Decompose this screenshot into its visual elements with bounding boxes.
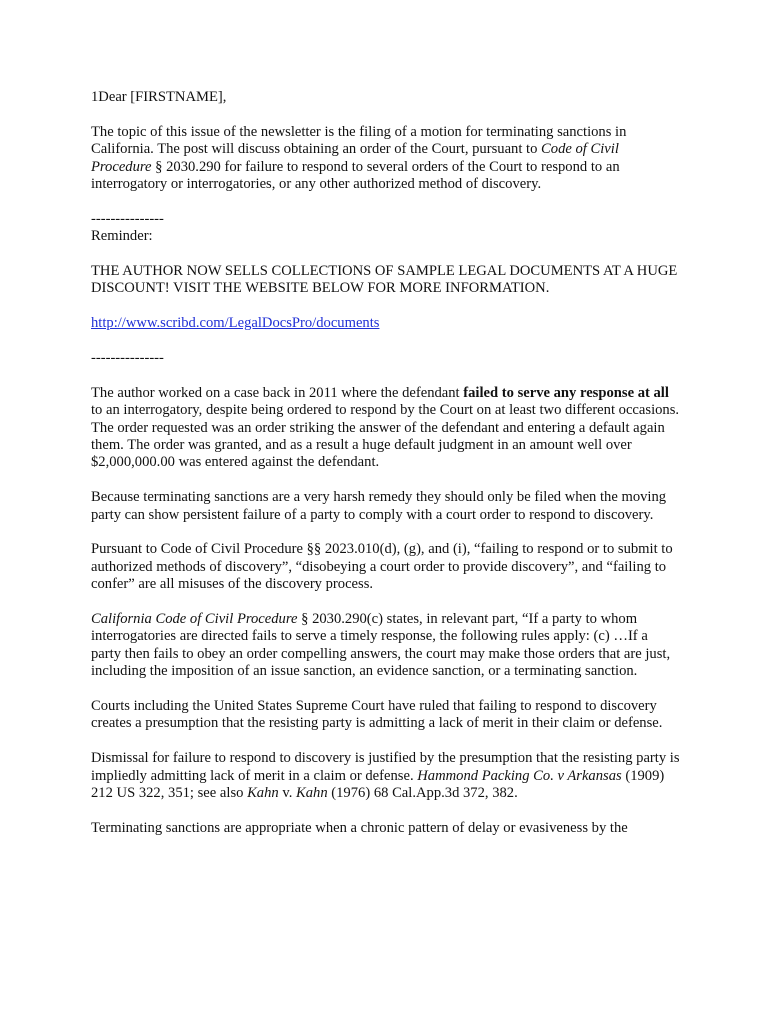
greeting: 1Dear [FIRSTNAME],	[91, 89, 227, 105]
closing-paragraph: Terminating sanctions are appropriate when a chronic pattern of delay or evasiveness by the	[91, 819, 628, 836]
case-citation-hammond: Hammond Packing Co. v Arkansas	[417, 767, 622, 784]
reminder-label: Reminder:	[91, 228, 153, 245]
intro-paragraph	[91, 124, 681, 194]
dismissal-text-2: (1909) 212 US 322, 351; see also	[91, 767, 665, 802]
promo-link-paragraph	[91, 315, 681, 332]
intro-text-1: The topic of this issue of the newsletter is the filing of a motion for terminating sanctions in California. The post will discuss obtaining an order of the Court, pursuant to	[91, 123, 627, 158]
intro-text-2: § 2030.290 for failure to respond to several orders of the Court to respond to an interrogatory or interrogatories, or any other authorized method of discovery.	[91, 158, 620, 193]
dismissal-paragraph	[91, 750, 681, 802]
dismissal-text-4: (1976) 68 Cal.App.3d 372, 382.	[327, 785, 518, 802]
dismissal-text-3: v.	[278, 785, 296, 802]
letter-body	[91, 89, 681, 855]
supreme-court-paragraph: Courts including the United States Supreme Court have ruled that failing to respond to discovery creates a presumption that the resisting party is admitting a lack of merit in their claim or defense.	[91, 698, 663, 732]
case-paragraph	[91, 385, 681, 472]
dismissal-text-1: Dismissal for failure to respond to discovery is justified by the presumption that the resisting party is impliedly admitting lack of merit in a claim or defense.	[91, 750, 680, 784]
statute-paragraph	[91, 611, 681, 681]
case-citation-kahn-1: Kahn	[247, 785, 279, 802]
case-text-2: to an interrogatory, despite being ordered to respond by the Court on at least two different occasions. The order requested was an order striking the answer of the defendant and entering a default again them. The order was granted, and as a result a huge default judgment in an amount well over $2,000,000.00 was entered against the defendant.	[91, 402, 680, 471]
intro-italic-code: Code of Civil Procedure	[91, 141, 619, 175]
misuses-paragraph: Pursuant to Code of Civil Procedure §§ 2023.010(d), (g), and (i), “failing to respond or to submit to authorized methods of discovery”, “disobeying a court order to provide discovery”, and “failing to confer” are all misuses of the discovery process.	[91, 541, 673, 593]
case-bold: failed to serve any response at all	[463, 384, 669, 401]
harsh-remedy-paragraph: Because terminating sanctions are a very harsh remedy they should only be filed when the moving party can show persistent failure of a party to comply with a court order to respond to discovery.	[91, 489, 667, 523]
divider-bottom: ---------------	[91, 350, 164, 367]
statute-text: § 2030.290(c) states, in relevant part, “If a party to whom interrogatories are directed fails to serve a timely response, the following rules apply: (c) …If a party then fails to obey an order compelling answers, the court may make those orders that are just, including the imposition of an issue sanction, an evidence sanction, or a terminating sanction.	[91, 611, 671, 680]
case-citation-kahn-2: Kahn	[296, 785, 328, 802]
promo-paragraph: THE AUTHOR NOW SELLS COLLECTIONS OF SAMPLE LEGAL DOCUMENTS AT A HUGE DISCOUNT! VISIT THE WEBSITE BELOW FOR MORE INFORMATION.	[91, 263, 678, 297]
statute-italic: California Code of Civil Procedure	[91, 611, 298, 628]
divider-top: ---------------	[91, 210, 164, 227]
case-text-1: The author worked on a case back in 2011 where the defendant	[91, 384, 464, 401]
promo-link[interactable]: http://www.scribd.com/LegalDocsPro/documents	[91, 315, 380, 332]
